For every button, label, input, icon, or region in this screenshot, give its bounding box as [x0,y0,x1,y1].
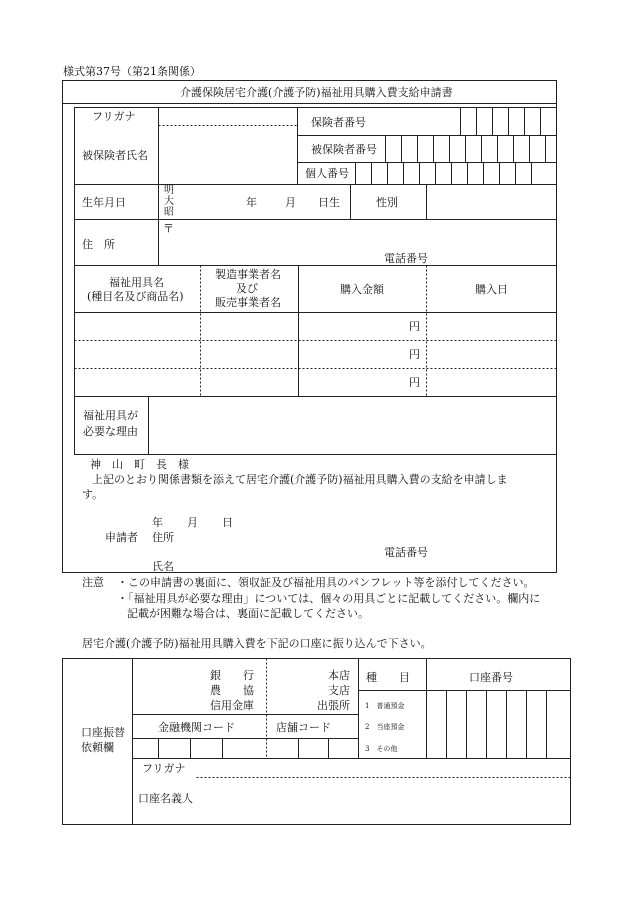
insured-name-field[interactable] [160,127,296,183]
gender-label: 性別 [376,196,398,209]
account-type-other[interactable]: 3 その他 [365,745,398,753]
addressee: 神 山 町 長 様 [90,458,189,471]
transfer-instruction: 居宅介護(介護予防)福祉用具購入費を下記の口座に振り込んで下さい。 [82,637,432,650]
reason-label-2: 必要な理由 [83,425,138,438]
equipment-header-2: (種目名及び商品名) [87,290,184,303]
reason-field[interactable] [150,398,555,453]
account-holder-label: 口座名義人 [138,792,193,805]
bank-type-bank: 銀 行 [210,669,254,682]
address-label: 住 所 [82,238,115,251]
branch-type-branch: 支店 [328,684,350,697]
date-header: 購入日 [475,283,508,296]
amount-header: 購入金額 [340,283,384,296]
bank-type-credit: 信用金庫 [210,699,254,712]
application-year: 年 [152,516,163,529]
applicant-phone-label: 電話番号 [384,546,428,559]
note-2a: ・「福祉用具が必要な理由」については、個々の用具ごとに記載してください。欄内に [117,592,541,605]
era-taisho: 大 [164,196,174,207]
yen-unit: 円 [409,376,420,389]
application-day: 日 [222,516,233,529]
bank-section-label-2: 依頼欄 [81,741,114,754]
maker-header-3: 販売事業者名 [215,296,281,309]
statement-line-2: す。 [82,488,104,501]
form-title: 介護保険居宅介護(介護予防)福祉用具購入費支給申請書 [180,86,453,99]
account-type-ordinary[interactable]: 1 普通預金 [365,702,405,710]
insured-number-label: 被保険者番号 [311,143,377,156]
applicant-address-label: 住所 [152,531,174,544]
birth-day-unit: 日生 [318,196,340,209]
insurer-number-label: 保険者番号 [311,116,366,129]
account-type-label: 種 目 [366,671,410,684]
applicant-label: 申請者 [105,531,138,544]
personal-number-label: 個人番号 [305,167,349,180]
account-type-current[interactable]: 2 当座預金 [365,723,405,731]
note-2b: 記載が困難な場合は、裏面に記載してください。 [127,607,369,620]
birthdate-label: 生年月日 [82,196,126,209]
yen-unit: 円 [409,348,420,361]
bank-code-label: 金融機関コード [158,721,235,734]
notes-label: 注意 [82,576,104,589]
reason-label-1: 福祉用具が [83,409,138,422]
yen-unit: 円 [409,320,420,333]
era-meiji: 明 [164,185,174,196]
furigana-label: フリガナ [92,110,136,123]
equipment-header-1: 福祉用具名 [109,276,164,289]
form-number: 様式第37号（第21条関係） [63,65,201,78]
holder-furigana-label: フリガナ [142,762,186,775]
branch-type-head: 本店 [328,669,350,682]
branch-code-label: 店舗コード [276,721,331,734]
statement-line-1: 上記のとおり関係書類を添えて居宅介護(介護予防)福祉用具購入費の支給を申請しま [92,473,508,486]
insured-name-label: 被保険者氏名 [82,149,148,162]
birth-month-unit: 月 [285,196,296,209]
application-month: 月 [187,516,198,529]
maker-header-1: 製造事業者名 [215,268,281,281]
postal-mark: 〒 [163,222,174,235]
applicant-name-label: 氏名 [152,560,174,573]
phone-label: 電話番号 [384,252,428,265]
account-number-label: 口座番号 [469,671,513,684]
account-holder-field[interactable] [198,779,568,823]
branch-type-sub: 出張所 [317,699,350,712]
birth-year-unit: 年 [246,196,257,209]
maker-header-2: 及び [236,282,258,295]
bank-type-ja: 農 協 [210,684,254,697]
note-1: ・この申請書の裏面に、領収証及び福祉用具のパンフレット等を添付してください。 [117,576,535,589]
bank-section-label-1: 口座振替 [81,726,125,739]
era-showa: 昭 [164,207,174,218]
